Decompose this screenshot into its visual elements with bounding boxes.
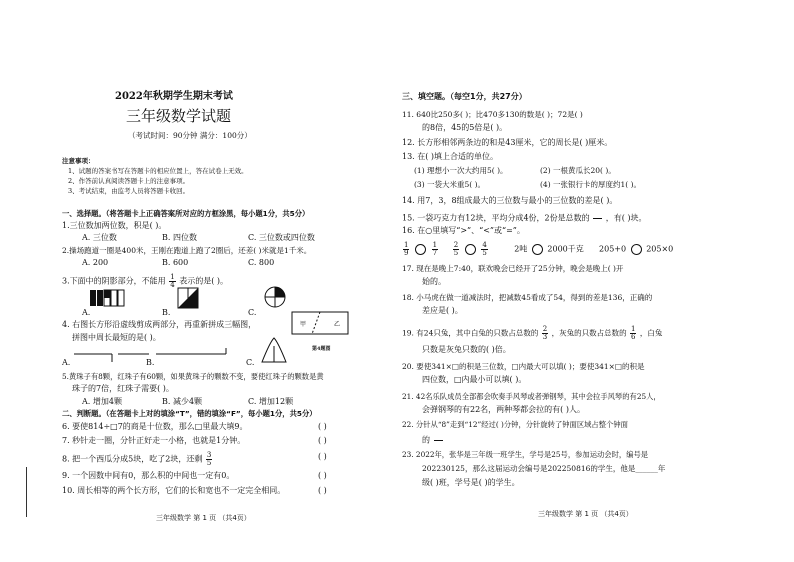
q19-fraction-grey: $\frac{1}{6}$ xyxy=(631,325,636,341)
q13-item-3: (3) 一袋大米重5( )。 xyxy=(414,180,486,189)
question-11-line-2: 的8倍，45的5倍是( )。 xyxy=(422,123,508,132)
q10-answer-paren: ( ) xyxy=(318,486,327,495)
q16-compare-circle-3[interactable] xyxy=(532,244,543,255)
question-19-line-2: 只数是灰兔只数的( )倍。 xyxy=(422,345,511,354)
q16-compare-circle-2[interactable] xyxy=(465,244,476,255)
question-21-line-2: 会弹钢琴的有22名，两种琴都会拉的有( )人。 xyxy=(422,405,585,414)
q16-comparisons: $\frac{1}{9}$ $\frac{1}{7}$ $\frac{2}{5}$ $\frac{4}{5}$ 2吨 2000千克 205+0 205×0 xyxy=(404,241,674,257)
q5-option-a: A. 增加4颗 xyxy=(82,397,122,406)
q13-item-2: (2) 一根黄瓜长20( )。 xyxy=(540,166,616,175)
exam-title: 2022年秋期学生期末考试 xyxy=(115,91,233,102)
question-13: 13. 在( )填上合适的单位。 xyxy=(402,152,499,161)
q4-option-b-figure xyxy=(156,344,236,364)
notes-heading: 注意事项： xyxy=(62,157,95,165)
right-page-footer: 三年级数学 第 1 页 （共4页） xyxy=(538,510,633,518)
question-16: 16. 在○里填写“>”、“<”或“=”。 xyxy=(402,226,525,235)
q4-label-jia: 甲 xyxy=(300,321,307,328)
q1-option-c: C. 三位数或四位数 xyxy=(248,233,315,242)
q6-answer-paren: ( ) xyxy=(318,422,327,431)
question-12: 12. 长方形相邻两条边的和是43厘米，它的周长是( )厘米。 xyxy=(402,138,613,147)
q3-option-b: B. xyxy=(162,308,171,317)
question-1: 1.三位数加两位数，积是( )。 xyxy=(62,221,167,230)
question-18-line-1: 18. 小马虎在做一道减法时，把减数45看成了54，得到的差是136，正确的 xyxy=(402,293,653,302)
question-23-line-3: 级( )班，学号是( )的学生。 xyxy=(422,478,520,487)
q4-option-a-figure xyxy=(74,344,154,364)
question-11-line-1: 11. 640比250多( )；比470多130的数是( )；72是( ) xyxy=(402,110,583,119)
q1-option-a: A. 三位数 xyxy=(82,233,117,242)
question-3: 3.下面中的阴影部分，不能用 $\frac{1}{4}$ 表示的是( )。 xyxy=(62,273,228,289)
q16-frac-2-5: $\frac{2}{5}$ xyxy=(453,241,459,257)
q16-compare-circle-4[interactable] xyxy=(631,244,642,255)
q16-frac-1-9: $\frac{1}{9}$ xyxy=(404,241,409,257)
q4-option-c: C. xyxy=(246,358,255,367)
question-7: 7. 秒针走一圈，分针正好走一小格，也就是1分钟。 xyxy=(62,436,246,445)
question-2: 2.操场跑道一圈是400米，王刚在跑道上跑了2圈后，还差( )米就是1千米。 xyxy=(62,246,312,255)
q5-option-b: B. 减少4颗 xyxy=(162,397,203,406)
subject-title: 三年级数学试题 xyxy=(126,107,232,125)
q3-fraction: $\frac{1}{4}$ xyxy=(170,273,175,289)
q1-option-b: B. 四位数 xyxy=(162,233,197,242)
q3-figure-a xyxy=(90,290,130,314)
question-22-line-1: 22. 分针从“8”走到“12”经过( )分钟，分针旋转了钟面区域占整个钟面 xyxy=(402,420,628,429)
question-10: 10. 周长相等的两个长方形，它们的长和宽也不一定完全相同。 xyxy=(62,486,286,495)
section-2-heading: 二、判断题。（在答题卡上对的填涂“T”，错的填涂“F”，每小题1分，共5分） xyxy=(62,409,317,418)
q2-option-a: A. 200 xyxy=(82,258,109,267)
question-9: 9. 一个因数中间有0，那么积的中间也一定有0。 xyxy=(62,471,235,480)
binding-line xyxy=(26,467,27,517)
q2-option-c: C. 800 xyxy=(248,258,275,267)
q19-fraction-white: $\frac{2}{3}$ xyxy=(542,325,548,341)
question-20-line-2: 四位数，□内最小可以填( )。 xyxy=(422,375,527,384)
right-page xyxy=(400,0,750,562)
q13-item-4: (4) 一张银行卡的厚度约1( )。 xyxy=(540,180,642,189)
q4-option-a: A. xyxy=(62,358,71,367)
question-21-line-1: 21. 42名乐队成员全部都会吹奏手风琴或者弹钢琴，其中会拉手风琴的有25人， xyxy=(402,392,661,401)
q5-option-c: C. 增加12颗 xyxy=(248,397,294,406)
note-1: 1、试题的答案书写在答题卡的相应位置上，答在试卷上无效。 xyxy=(68,167,248,175)
q2-option-b: B. 600 xyxy=(162,258,189,267)
exam-meta: （考试时间：90分钟 满分：100分） xyxy=(128,131,252,140)
q3-figure-b xyxy=(178,288,200,312)
question-14: 14. 用7，3，8组成最大的三位数与最小的三位数的差是( )。 xyxy=(402,196,618,205)
q3-figure-c xyxy=(264,286,288,310)
q4-option-b: B. xyxy=(146,358,155,367)
question-17-line-1: 17. 现在是晚上7:40，联欢晚会已经开了25分钟，晚会是晚上( )开 xyxy=(402,264,624,273)
question-23-line-1: 23. 2022年，张华是三年级一班学生，学号是25号，参加运动会时，编号是 xyxy=(402,450,649,459)
q16-frac-1-7: $\frac{1}{7}$ xyxy=(432,241,438,257)
q4-figure-caption: 第4题图 xyxy=(312,346,331,352)
left-page xyxy=(60,0,390,562)
question-20-line-1: 20. 要使341×□的积是三位数，□内最大可以填( )；要使341×□的积是 xyxy=(402,362,645,371)
section-3-heading: 三、填空题。（每空1分，共27分） xyxy=(402,92,527,101)
question-17-line-2: 始的。 xyxy=(422,277,446,286)
question-6: 6. 要使814÷□7的商是十位数，那么□里最大填9。 xyxy=(62,422,248,431)
question-15: 15. 一袋巧克力有12块，平均分成4份，2份是总数的 ，有( )块。 xyxy=(402,211,647,226)
q15-blank-fraction xyxy=(593,211,602,226)
left-page-footer: 三年级数学 第 1 页 （共4页） xyxy=(156,514,251,522)
note-3: 3、考试结束，由监考人员将答题卡收回。 xyxy=(68,187,190,195)
q3-option-a: A. xyxy=(82,308,91,317)
question-22-line-2: 的 xyxy=(422,433,444,448)
q4-option-c-figure xyxy=(256,338,296,368)
note-2: 2、作答前认真阅读答题卡上的注意事项。 xyxy=(68,177,190,185)
q3-option-c: C. xyxy=(248,308,257,317)
q4-label-yi: 乙 xyxy=(334,321,341,328)
q16-compare-circle-1[interactable] xyxy=(415,244,426,255)
q22-blank-fraction xyxy=(434,433,443,448)
q9-answer-paren: ( ) xyxy=(318,471,327,480)
section-1-heading: 一、选择题。（将答题卡上正确答案所对应的方框涂黑，每小题1分，共5分） xyxy=(62,209,310,218)
question-23-line-2: 202230125，那么这届运动会编号是202250816的学生，他是______年 xyxy=(422,464,666,473)
q7-answer-paren: ( ) xyxy=(318,436,327,445)
question-4-line-1: 4. 右图长方形沿虚线剪成两部分，再重新拼成三幅图， xyxy=(62,320,257,329)
q16-frac-4-5: $\frac{4}{5}$ xyxy=(482,241,487,257)
q13-item-1: (1) 理想小一次大约用5( )。 xyxy=(414,166,508,175)
question-5-line-2: 珠子的7倍，红珠子需要( )。 xyxy=(72,384,174,393)
q8-fraction: $\frac{3}{5}$ xyxy=(206,451,212,467)
q8-answer-paren: ( ) xyxy=(318,452,327,461)
question-18-line-2: 差应是( )。 xyxy=(422,306,463,315)
question-19-line-1: 19. 有24只兔，其中白兔的只数占总数的 $\frac{2}{3}$ ，灰兔的只数占总数的 $\frac{1}{6}$ ，白兔 xyxy=(402,325,663,341)
question-8: 8. 把一个西瓜分成5块，吃了2块，还剩 $\frac{3}{5}$ xyxy=(62,451,212,467)
question-5-line-1: 5.黄珠子有8颗，红珠子有60颗，如果黄珠子的颗数不变，要使红珠子的颗数是黄 xyxy=(62,372,324,381)
question-4-line-2: 拼图中周长最短的是( )。 xyxy=(72,333,161,342)
